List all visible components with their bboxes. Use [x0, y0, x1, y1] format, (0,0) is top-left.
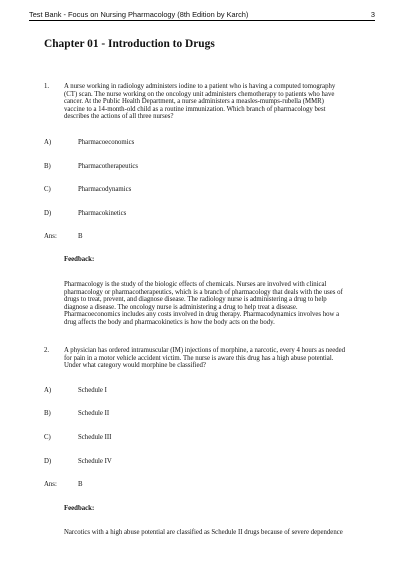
question-stem-line: A nurse working in radiology administers iodine to a patient who is having a computed tomography [64, 83, 336, 90]
header-title: Test Bank - Focus on Nursing Pharmacology (8th Edition by Karch) [29, 10, 249, 19]
question-stem-line: Under what category would morphine be classified? [64, 362, 206, 370]
option-text: Pharmacotherapeutics [78, 163, 139, 170]
question-stem-line: for pain in a motor vehicle accident victim. The nurse is aware this drug has a high abuse potential. [64, 354, 334, 362]
question-stem-line: cancer. At the Public Health Department, a nurse administers a measles-mumps-rubella (MMR) [64, 98, 324, 106]
question-stem [64, 347, 376, 370]
feedback-text [64, 529, 376, 537]
answer-label: Ans: [44, 481, 57, 488]
feedback-line: Narcotics with a high abuse potential are classified as Schedule II drugs because of severe dependence [64, 529, 343, 536]
feedback-line: Pharmacoeconomics includes any costs involved in drug therapy. Pharmacodynamics involves how a [64, 311, 340, 319]
option-text: Pharmacodynamics [78, 186, 132, 193]
option-letter: A) [44, 139, 52, 146]
option-text: Pharmacoeconomics [78, 139, 135, 146]
option-letter: C) [44, 186, 51, 193]
answer-label: Ans: [44, 233, 57, 240]
option-letter: B) [44, 410, 51, 417]
option-letter: D) [44, 458, 52, 465]
feedback-line: drug affects the body and pharmacokinetics is how the body acts on the body. [64, 318, 275, 326]
option-text: Pharmacokinetics [78, 210, 127, 217]
question-stem-line: A physician has ordered intramuscular (IM) injections of morphine, a narcotic, every 4 hours as needed [64, 347, 346, 354]
feedback-line: pharmacology or pharmacotherapeutics, which is a branch of pharmacology that deals with the uses of [64, 288, 343, 296]
answer-value: B [78, 481, 83, 488]
page-header [29, 9, 375, 21]
question-stem-line: (CT) scan. The nurse working on the oncology unit administers chemotherapy to patients who have [64, 90, 335, 98]
option-text: Schedule IV [78, 458, 112, 465]
feedback-line: drugs to treat, prevent, and diagnose disease. The radiology nurse is administering a drug to help [64, 296, 327, 304]
page-number: 3 [370, 10, 375, 19]
option-text: Schedule I [78, 387, 107, 394]
question-stem-line: describes the actions of all three nurses? [64, 113, 174, 121]
question-stem-line: vaccine to a 14-month-old child as a routine immunization. Which branch of pharmacology best [64, 105, 326, 113]
chapter-title: Chapter 01 - Introduction to Drugs [44, 38, 215, 50]
option-letter: C) [44, 434, 51, 441]
answer-value: B [78, 233, 83, 240]
option-text: Schedule III [78, 434, 112, 441]
feedback-label: Feedback: [64, 505, 95, 512]
question-number: 2. [44, 347, 50, 354]
option-letter: D) [44, 210, 52, 217]
feedback-line: Pharmacology is the study of the biologic effects of chemicals. Nurses are involved with clinical [64, 281, 327, 288]
feedback-text [64, 281, 376, 327]
feedback-line: diagnose a disease. The oncology nurse is administering a drug to help treat a disease. [64, 303, 298, 311]
question-stem [64, 83, 376, 121]
option-letter: B) [44, 163, 51, 170]
option-letter: A) [44, 387, 52, 394]
feedback-label: Feedback: [64, 256, 95, 263]
question-number: 1. [44, 83, 50, 90]
option-text: Schedule II [78, 410, 110, 417]
